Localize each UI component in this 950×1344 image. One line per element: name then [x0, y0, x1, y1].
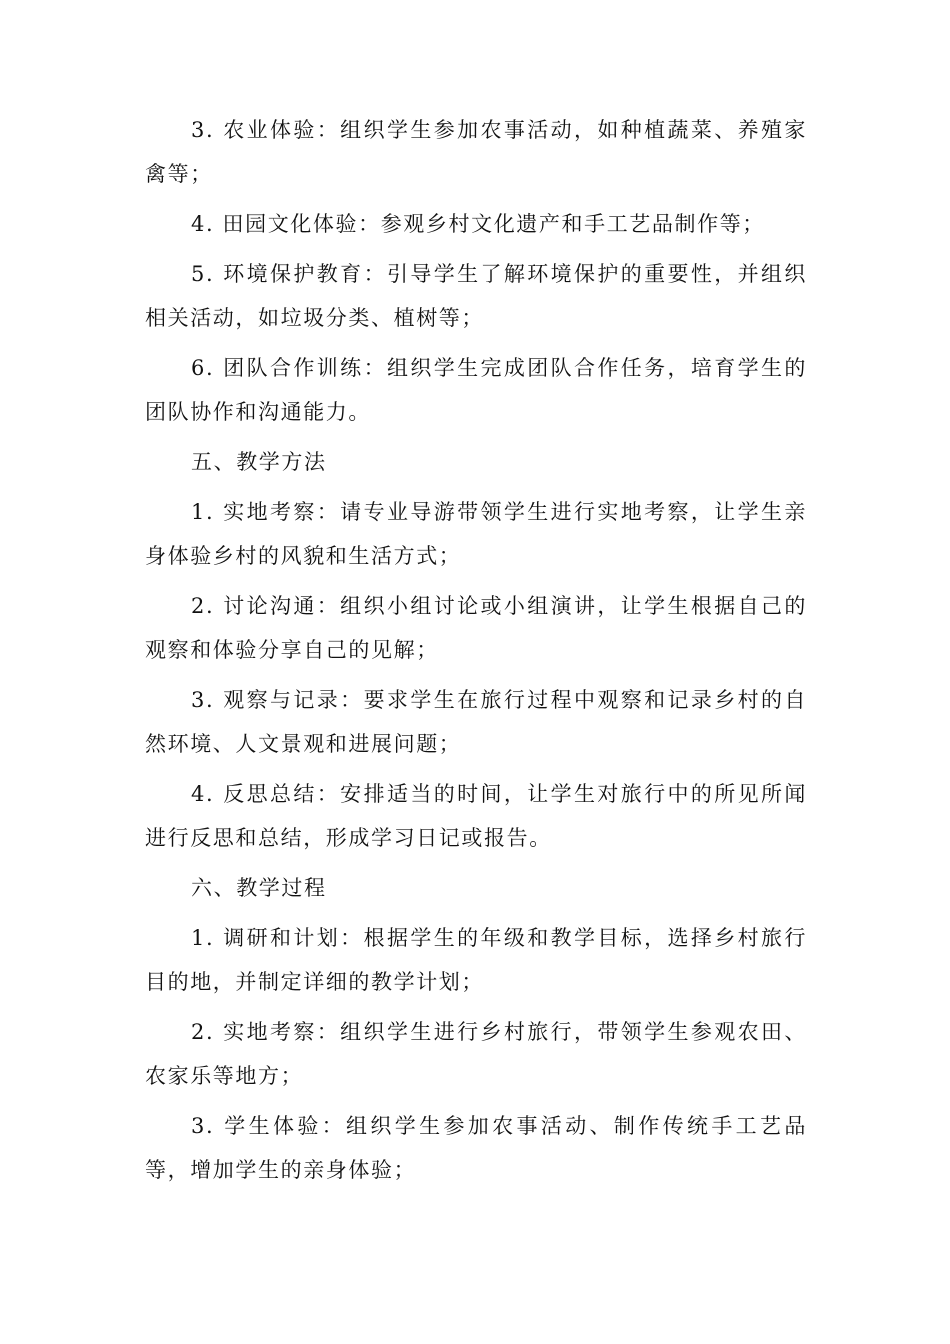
section-heading-teaching-process: 六、教学过程: [191, 876, 327, 900]
list-item-field-investigation: 1. 实地考察：请专业导游带领学生进行实地考察，让学生亲身体验乡村的风貌和生活方式；: [145, 500, 807, 568]
list-item-teamwork-training: 6. 团队合作训练：组织学生完成团队合作任务，培育学生的团队协作和沟通能力。: [145, 356, 807, 424]
list-item-observation-recording: 3. 观察与记录：要求学生在旅行过程中观察和记录乡村的自然环境、人文景观和进展问题；: [145, 688, 807, 756]
section-heading-teaching-methods: 五、教学方法: [191, 450, 327, 474]
list-item-rural-culture-experience: 4. 田园文化体验：参观乡村文化遗产和手工艺品制作等；: [191, 212, 765, 236]
list-item-research-planning: 1. 调研和计划：根据学生的年级和教学目标，选择乡村旅行目的地，并制定详细的教学计划；: [145, 926, 807, 994]
list-item-reflection-summary: 4. 反思总结：安排适当的时间，让学生对旅行中的所见所闻进行反思和总结，形成学习日记或报告。: [145, 782, 807, 850]
list-item-field-trip: 2. 实地考察：组织学生进行乡村旅行，带领学生参观农田、农家乐等地方；: [145, 1020, 807, 1088]
list-item-agricultural-experience: 3. 农业体验：组织学生参加农事活动，如种植蔬菜、养殖家禽等；: [145, 118, 807, 186]
list-item-environmental-education: 5. 环境保护教育：引导学生了解环境保护的重要性，并组织相关活动，如垃圾分类、植树等；: [145, 262, 807, 330]
list-item-student-experience: 3. 学生体验：组织学生参加农事活动、制作传统手工艺品等，增加学生的亲身体验；: [145, 1114, 807, 1182]
list-item-discussion: 2. 讨论沟通：组织小组讨论或小组演讲，让学生根据自己的观察和体验分享自己的见解；: [145, 594, 807, 662]
document-body: [145, 108, 807, 1192]
